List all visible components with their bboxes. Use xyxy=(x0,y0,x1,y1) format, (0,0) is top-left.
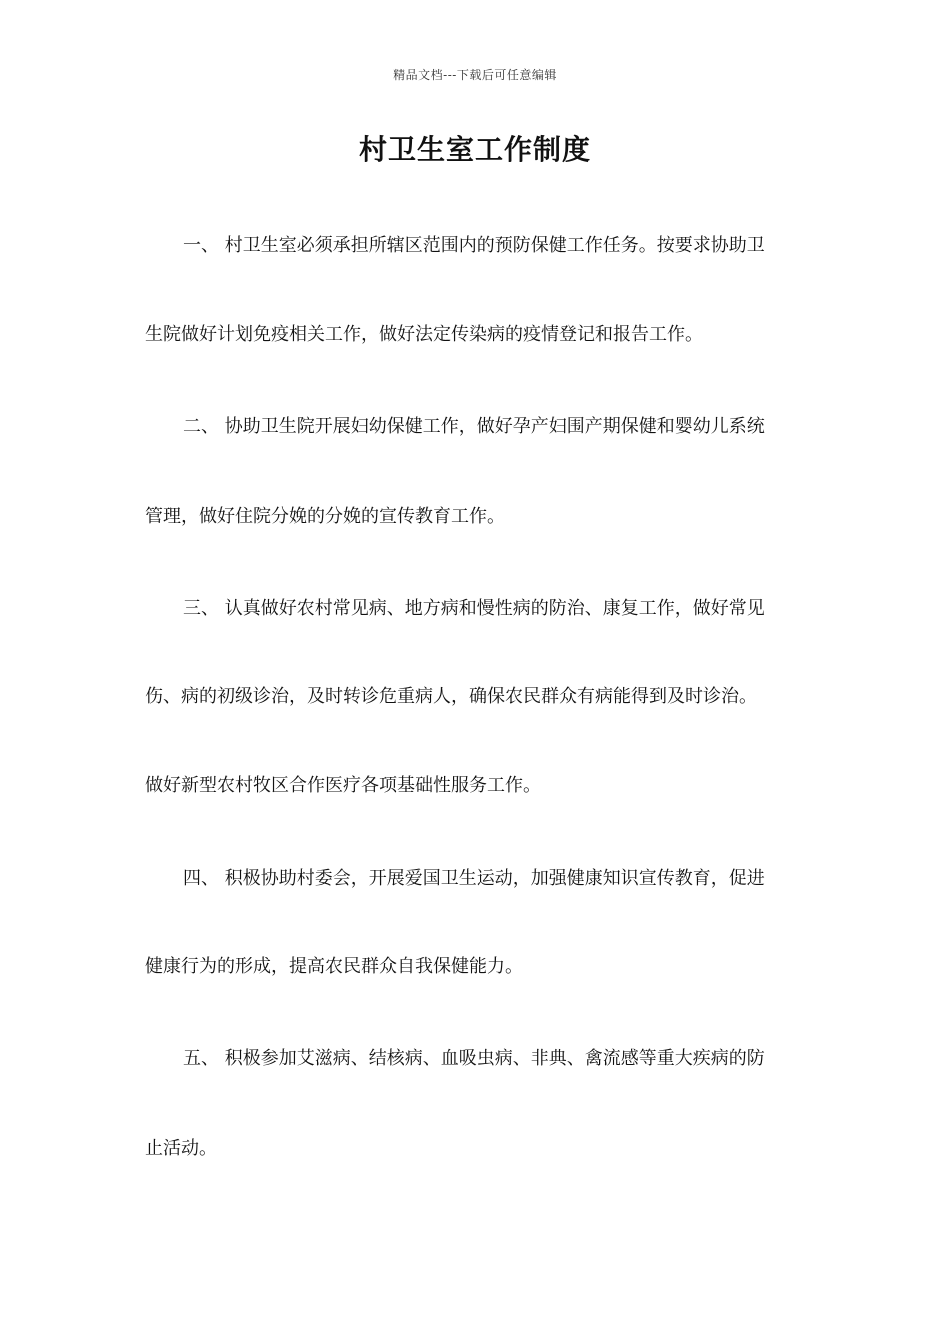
paragraph-5-line-1: 五、 积极参加艾滋病、结核病、血吸虫病、非典、禽流感等重大疾病的防 xyxy=(183,1048,765,1069)
paragraph-3-line-1: 三、 认真做好农村常见病、地方病和慢性病的防治、康复工作，做好常见 xyxy=(183,598,765,619)
paragraph-1-line-1: 一、 村卫生室必须承担所辖区范围内的预防保健工作任务。按要求协助卫 xyxy=(183,235,765,256)
paragraph-3-line-2: 伤、病的初级诊治，及时转诊危重病人，确保农民群众有病能得到及时诊治。 xyxy=(145,686,757,707)
paragraph-5-line-2: 止活动。 xyxy=(145,1138,217,1159)
paragraph-4-line-1: 四、 积极协助村委会，开展爱国卫生运动，加强健康知识宣传教育，促进 xyxy=(183,868,765,889)
paragraph-3-line-3: 做好新型农村牧区合作医疗各项基础性服务工作。 xyxy=(145,775,541,796)
paragraph-2-line-1: 二、 协助卫生院开展妇幼保健工作，做好孕产妇围产期保健和婴幼儿系统 xyxy=(183,416,765,437)
header-note: 精品文档---下载后可任意编辑 xyxy=(393,68,557,82)
paragraph-4-line-2: 健康行为的形成，提高农民群众自我保健能力。 xyxy=(145,956,523,977)
paragraph-1-line-2: 生院做好计划免疫相关工作，做好法定传染病的疫情登记和报告工作。 xyxy=(145,324,703,345)
document-title: 村卫生室工作制度 xyxy=(358,133,591,166)
paragraph-2-line-2: 管理，做好住院分娩的分娩的宣传教育工作。 xyxy=(145,506,505,527)
